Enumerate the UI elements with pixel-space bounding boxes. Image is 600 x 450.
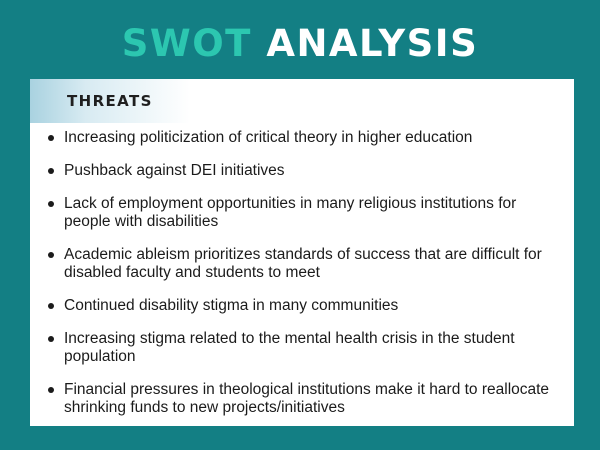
threats-list [47, 129, 567, 432]
list-item-text: Increasing politicization of critical theory in higher education [64, 129, 473, 146]
title-accent-word: SWOT [121, 22, 252, 65]
list-item-text: Lack of employment opportunities in many religious institutions for people with disabilities [64, 195, 517, 230]
list-item [47, 246, 567, 282]
bullet-dot-icon [48, 387, 54, 393]
list-item [47, 297, 567, 315]
section-heading: THREATS [67, 92, 153, 110]
list-item-text: Continued disability stigma in many communities [64, 297, 399, 314]
list-item [47, 330, 567, 366]
list-item [47, 129, 567, 147]
page-title [0, 22, 600, 66]
bullet-dot-icon [48, 135, 54, 141]
threats-card [30, 79, 574, 426]
bullet-dot-icon [48, 252, 54, 258]
title-main-word: ANALYSIS [266, 22, 479, 65]
list-item-text: Pushback against DEI initiatives [64, 162, 285, 179]
list-item-text: Financial pressures in theological institutions make it hard to reallocate shrinking funds to new projects/initiatives [64, 381, 550, 416]
list-item [47, 162, 567, 180]
bullet-dot-icon [48, 336, 54, 342]
list-item [47, 195, 567, 231]
bullet-dot-icon [48, 168, 54, 174]
bullet-dot-icon [48, 303, 54, 309]
list-item-text: Increasing stigma related to the mental health crisis in the student population [64, 330, 515, 365]
list-item [47, 381, 567, 417]
bullet-dot-icon [48, 201, 54, 207]
list-item-text: Academic ableism prioritizes standards of success that are difficult for disabled faculty and students to meet [64, 246, 542, 281]
